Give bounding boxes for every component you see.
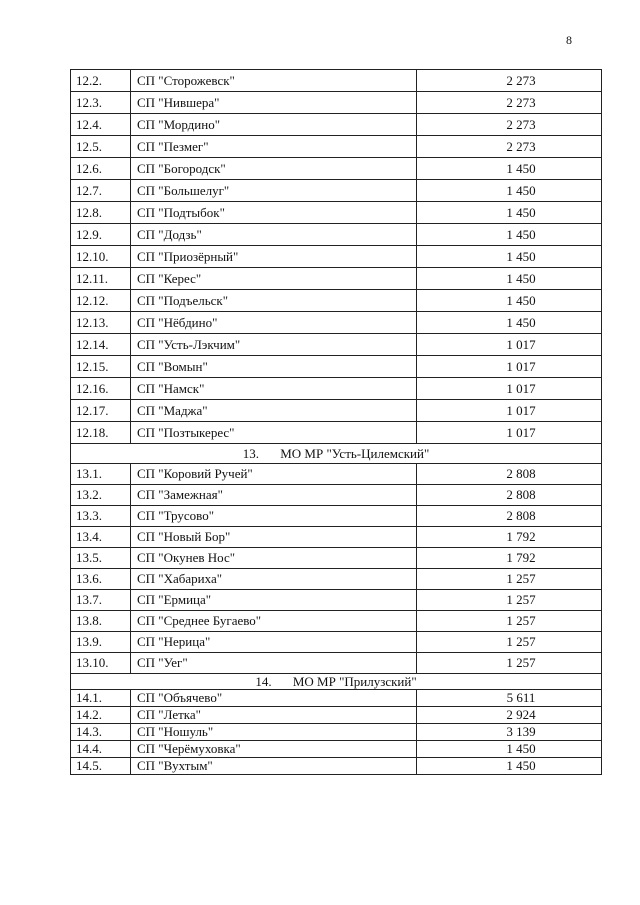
settlement-name: СП "Подъельск" (131, 290, 417, 312)
table-row (71, 527, 602, 548)
section-title: МО МР "Прилузский" (292, 674, 417, 689)
allocation-value: 5 611 (417, 690, 602, 707)
allocation-value: 1 450 (417, 180, 602, 202)
allocation-value: 2 808 (417, 506, 602, 527)
row-number: 12.11. (71, 268, 131, 290)
row-number: 13.9. (71, 632, 131, 653)
allocation-value: 2 273 (417, 92, 602, 114)
row-number: 12.13. (71, 312, 131, 334)
table-row (71, 356, 602, 378)
section-14 (71, 674, 602, 690)
allocation-value: 1 017 (417, 356, 602, 378)
row-number: 12.12. (71, 290, 131, 312)
settlement-name: СП "Намск" (131, 378, 417, 400)
settlement-name: СП "Вомын" (131, 356, 417, 378)
table-row (71, 312, 602, 334)
allocation-value: 1 017 (417, 334, 602, 356)
row-number: 14.4. (71, 741, 131, 758)
row-number: 12.7. (71, 180, 131, 202)
settlement-name: СП "Окунев Нос" (131, 548, 417, 569)
group-13-rows (71, 464, 602, 674)
row-number: 13.5. (71, 548, 131, 569)
settlement-name: СП "Уег" (131, 653, 417, 674)
allocation-value: 1 450 (417, 268, 602, 290)
settlement-name: СП "Подтыбок" (131, 202, 417, 224)
settlement-name: СП "Трусово" (131, 506, 417, 527)
row-number: 12.16. (71, 378, 131, 400)
table-row (71, 422, 602, 444)
allocation-value: 1 450 (417, 741, 602, 758)
table-row (71, 464, 602, 485)
allocation-value: 1 450 (417, 202, 602, 224)
row-number: 14.5. (71, 758, 131, 775)
table-row (71, 114, 602, 136)
group-12-rows (71, 70, 602, 444)
settlement-name: СП "Замежная" (131, 485, 417, 506)
settlement-name: СП "Ермица" (131, 590, 417, 611)
allocation-value: 1 450 (417, 224, 602, 246)
allocation-value: 3 139 (417, 724, 602, 741)
settlement-name: СП "Большелуг" (131, 180, 417, 202)
row-number: 14.1. (71, 690, 131, 707)
row-number: 13.10. (71, 653, 131, 674)
settlement-name: СП "Нившера" (131, 92, 417, 114)
allocation-table (70, 69, 602, 775)
allocation-value: 1 450 (417, 290, 602, 312)
settlement-name: СП "Позтыкерес" (131, 422, 417, 444)
table-row (71, 632, 602, 653)
settlement-name: СП "Приозёрный" (131, 246, 417, 268)
settlement-name: СП "Мордино" (131, 114, 417, 136)
allocation-value: 1 257 (417, 590, 602, 611)
allocation-value: 1 792 (417, 548, 602, 569)
row-number: 12.14. (71, 334, 131, 356)
row-number: 13.7. (71, 590, 131, 611)
row-number: 13.4. (71, 527, 131, 548)
table-row (71, 290, 602, 312)
table-row (71, 485, 602, 506)
table-row (71, 707, 602, 724)
row-number: 13.8. (71, 611, 131, 632)
allocation-value: 2 273 (417, 70, 602, 92)
table-row (71, 548, 602, 569)
table-row (71, 180, 602, 202)
table-row (71, 378, 602, 400)
allocation-value: 1 450 (417, 758, 602, 775)
settlement-name: СП "Новый Бор" (131, 527, 417, 548)
settlement-name: СП "Пезмег" (131, 136, 417, 158)
row-number: 12.5. (71, 136, 131, 158)
row-number: 12.10. (71, 246, 131, 268)
allocation-value: 1 017 (417, 400, 602, 422)
allocation-value: 2 808 (417, 464, 602, 485)
row-number: 14.2. (71, 707, 131, 724)
allocation-value: 1 450 (417, 312, 602, 334)
allocation-value: 2 273 (417, 114, 602, 136)
group-14-rows (71, 690, 602, 775)
row-number: 12.4. (71, 114, 131, 136)
table-row (71, 224, 602, 246)
settlement-name: СП "Вухтым" (131, 758, 417, 775)
settlement-name: СП "Черёмуховка" (131, 741, 417, 758)
allocation-value: 1 017 (417, 422, 602, 444)
row-number: 13.6. (71, 569, 131, 590)
row-number: 12.17. (71, 400, 131, 422)
allocation-value: 2 808 (417, 485, 602, 506)
allocation-value: 1 257 (417, 569, 602, 590)
table-row (71, 569, 602, 590)
page-number: 8 (566, 33, 572, 47)
row-number: 13.3. (71, 506, 131, 527)
table-row (71, 334, 602, 356)
table-row (71, 202, 602, 224)
settlement-name: СП "Нерица" (131, 632, 417, 653)
settlement-name: СП "Маджа" (131, 400, 417, 422)
table-row (71, 92, 602, 114)
table-row (71, 741, 602, 758)
section-number: 14. (255, 674, 272, 689)
section-number: 13. (242, 446, 259, 461)
allocation-value: 1 450 (417, 158, 602, 180)
section-header (71, 444, 602, 464)
allocation-value: 1 792 (417, 527, 602, 548)
settlement-name: СП "Нёбдино" (131, 312, 417, 334)
table-row (71, 136, 602, 158)
row-number: 13.1. (71, 464, 131, 485)
allocation-value: 1 257 (417, 632, 602, 653)
section-header (71, 674, 602, 690)
section-13 (71, 444, 602, 464)
settlement-name: СП "Объячево" (131, 690, 417, 707)
table-row (71, 268, 602, 290)
settlement-name: СП "Среднее Бугаево" (131, 611, 417, 632)
settlement-name: СП "Летка" (131, 707, 417, 724)
allocation-value: 1 257 (417, 653, 602, 674)
table-row (71, 506, 602, 527)
section-title: МО МР "Усть-Цилемский" (280, 446, 430, 461)
settlement-name: СП "Ношуль" (131, 724, 417, 741)
row-number: 12.9. (71, 224, 131, 246)
table-row (71, 758, 602, 775)
row-number: 12.8. (71, 202, 131, 224)
allocation-value: 1 017 (417, 378, 602, 400)
allocation-value: 1 450 (417, 246, 602, 268)
table-row (71, 690, 602, 707)
table-row (71, 400, 602, 422)
settlement-name: СП "Усть-Лэкчим" (131, 334, 417, 356)
row-number: 12.18. (71, 422, 131, 444)
row-number: 12.2. (71, 70, 131, 92)
table-row (71, 611, 602, 632)
table-row (71, 653, 602, 674)
allocation-value: 2 273 (417, 136, 602, 158)
row-number: 12.3. (71, 92, 131, 114)
allocation-value: 2 924 (417, 707, 602, 724)
settlement-name: СП "Богородск" (131, 158, 417, 180)
row-number: 12.15. (71, 356, 131, 378)
table-row (71, 158, 602, 180)
table-row (71, 246, 602, 268)
table-row (71, 724, 602, 741)
settlement-name: СП "Додзь" (131, 224, 417, 246)
row-number: 13.2. (71, 485, 131, 506)
settlement-name: СП "Коровий Ручей" (131, 464, 417, 485)
settlement-name: СП "Сторожевск" (131, 70, 417, 92)
table-row (71, 70, 602, 92)
table-row (71, 590, 602, 611)
row-number: 14.3. (71, 724, 131, 741)
settlement-name: СП "Керес" (131, 268, 417, 290)
settlement-name: СП "Хабариха" (131, 569, 417, 590)
row-number: 12.6. (71, 158, 131, 180)
allocation-value: 1 257 (417, 611, 602, 632)
